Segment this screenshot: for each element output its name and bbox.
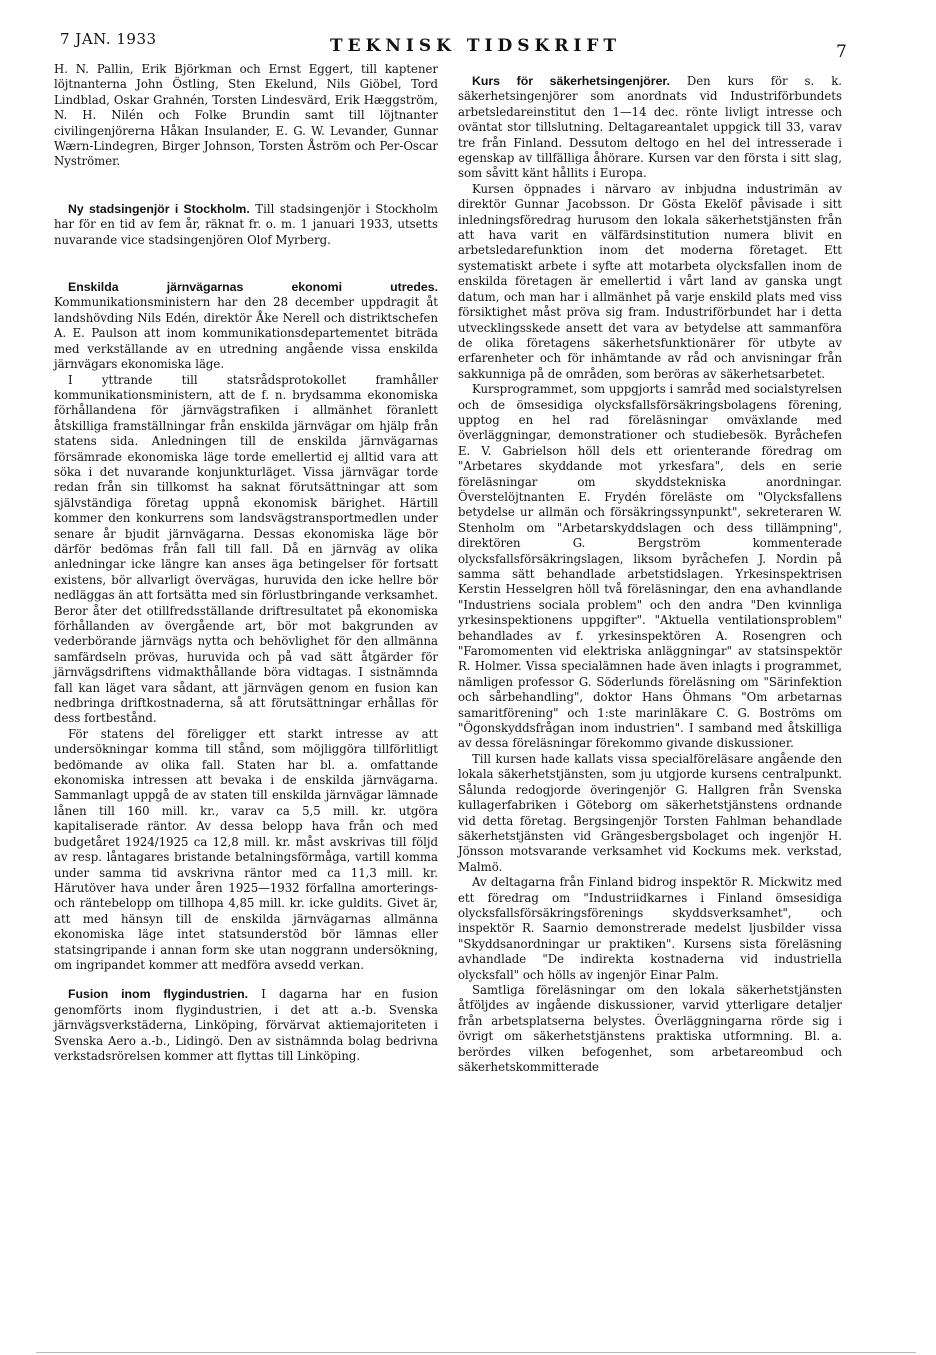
journal-title: TEKNISK TIDSKRIFT [330,36,622,56]
continued-paragraph: H. N. Pallin, Erik Björkman och Ernst Eggert, till kaptener löjtnanterna John Östling, Sten Ekelund, Nils Giöbel, Tord Lindblad, Oskar Grahnén, Torsten Lindesvärd, Erik Hæggström, N. H. Nilén och Folke Brundin samt till löjtnanter civilingenjörerna Håkan Insulander, E. G. W. Levander, Gunnar Wærn-Lindegren, Birger Johnson, Torsten Åström och Per-Oscar Nyströmer. [54,62,438,169]
article-body: I dagarna har en fusion genomförts inom flygindustrien, i det att a.-b. Svenska järnvägsverkstäderna, Linköping, förvärvat aktiemajoriteten i Svenska Aero a.-b., Lidingö. Den av sistnämnda bolag bedrivna verkstadsrörelsen kommer att flyttas till Linköping. [54,987,438,1063]
article-heading: Enskilda järnvägarnas ekonomi utredes. [68,280,438,295]
paragraph: I yttrande till statsrådsprotokollet framhåller kommunikationsministern, att de f. n. brydsamma ekonomiska förhållandena för järnvägstrafiken i allmänhet föranlett åtskilliga framställningar från enskilda järnvägar om hjälp från statens sida. Anledningen till de enskilda järnvägarnas försämrade ekonomiska läge torde emellertid ej alltid vara att söka i det nuvarande konjunkturläget. Vissa järnvägar torde redan från sin tillkomst ha saknat förutsättningar att som självständiga företag uppnå ekonomisk bärighet. Härtill kommer den konkurrens som landsvägstransportmedlen under senare år bjudit järnvägarna. Dessas ekonomiska läge bör därför bedömas från fall till fall. Då en järnväg av olika anledningar icke längre kan anses äga betingelser för fortsatt existens, bör allvarligt övervägas, huruvida den icke hellre bör nedläggas än att fortsätta med sin förlustbringande verksamhet. Beror åter det otillfredsställande driftresultatet på ekonomiska förhållanden av övergående art, bör mot bakgrunden av vederbörande järnvägs nytta och behövlighet för den allmänna samfärdseln prövas, huruvida och på vad sätt åtgärder för järnvägsdriftens vidmakthållande böra vidtagas. I sistnämnda fall kan läget vara sådant, att järnvägen genom en fusion kan nedbringa driftkostnaderna, så att förutsättningar erhållas för dess fortbestånd. [54,372,438,726]
paragraph: För statens del föreligger ett starkt intresse av att undersökningar komma till stånd, som möjliggöra tillförlitligt bedömande av olika fall. Staten har bl. a. omfattande ekonomiska intressen att bevaka i de enskilda järnvägarna. Sammanlagt uppgå de av staten till enskilda järnvägar lämnade lånen till 160 mill. kr., varav ca 5,5 mill. kr. utgöra kapitaliserade räntor. Av dessa belopp hava från och med budgetåret 1924/1925 ca 12,8 mill. kr. måst avskrivas till följd av resp. låntagares bristande betalningsförmåga, vartill komma under samma tid avskrivna räntor med ca 11,3 mill. kr. Härutöver hava under åren 1925—1932 förfallna amorterings- och räntebelopp om tillhopa 4,85 mill. kr. icke guldits. Givet är, att med hänsyn till de enskilda järnvägarnas allmänna ekonomiska läge intet statsunderstöd bör lämnas eller statsingripande i annan form ske utan noggrann undersökning, om ingripandet kommer att medföra avsedd verkan. [54,726,438,972]
right-column [458,74,842,1075]
issue-date: 7 JAN. 1933 [60,30,157,48]
article-heading: Fusion inom flygindustrien. [68,987,249,1002]
paragraph: Av deltagarna från Finland bidrog inspektör R. Mickwitz med ett föredrag om "Industriidkarnes i Finland ömsesidiga olycksfallsförsäkringsförenings skyddsverksamhet", och inspektör R. Saarnio demonstrerade medelst ljusbilder vissa "Skyddsanordningar ur praktiken". Kursens sista föreläsning avhandlade "De indirekta kostnaderna vid industriella olycksfall" och hölls av ingenjör Einar Palm. [458,875,842,982]
left-column [54,62,438,1064]
page-edge-rule [36,1352,916,1353]
article-body: Kommunikationsministern har den 28 december uppdragit åt landshövding Nils Edén, direktör Åke Nerell och distriktschefen A. E. Paulson att inom kommunikationsdepartementet biträda med verkställande av en utredning angående vissa enskilda järnvägars ekonomiska läge. [54,295,438,372]
article-flygindustrien [54,987,438,1064]
page-header [0,30,936,66]
paragraph: Till kursen hade kallats vissa specialföreläsare angående den lokala säkerhetstjänsten, som ju utgjorde kursens centralpunkt. Sålunda redogjorde överingenjör G. Hallgren från Svenska kullagerfabriken i Göteborg om säkerhetstjänstens ordnande vid detta företag. Bergsingenjör Torsten Fahlman behandlade säkerhetstjänsten vid Grängesbergsbolaget och ingenjör H. Jönsson motsvarande verksamhet vid Kockums mek. verkstad, Malmö. [458,751,842,874]
article-heading: Kurs för säkerhetsingenjörer. [472,74,670,88]
article-body: Den kurs för s. k. säkerhetsingenjörer som anordnats vid Industriförbundets arbetsledareinstitut den 1—14 dec. rönte livligt intresse och oväntat stor tillslutning. Deltagareantalet uppgick till 33, varav tre från Finland. Dessutom deltogo en hel del intresserade i egenskap av tillfälliga åhörare. Kursen var den första i sitt slag, som såvitt känt hållits i Europa. [458,74,842,181]
page-number: 7 [836,42,847,62]
paragraph: Kursprogrammet, som uppgjorts i samråd med socialstyrelsen och de ömsesidiga olycksfallsförsäkringsbolagens förening, upptog en hel rad föreläsningar omväxlande med överläggningar, demonstrationer och studiebesök. Byråchefen E. V. Gabrielson höll dels ett orienterande föredrag om "Arbetares skyddande mot yrkesfara", dels en serie föreläsningar om skyddstekniska anordningar. Överstelöjtnanten E. Frydén föreläste om "Olycksfallens betydelse ur allmän och försäkringssynpunkt", sekreteraren W. Stenholm om "Arbetarskyddslagen och dess tillämpning", direktören G. Bergström kommenterade olycksfallsförsäkringslagen, liksom byråchefen J. Nordin på samma sätt behandlade arbetstidslagen. Yrkesinspektrisen Kerstin Hesselgren höll två föreläsningar, den ena avhandlande "Industriens sociala problem" och den andra "Den kvinnliga yrkesinspektionens uppgifter". "Aktuella ventilationsproblem" behandlades av f. yrkesinspektören A. Rosengren och "Faromomenten vid elektriska anläggningar" av statsinspektör R. Holmer. Vissa specialämnen hade även inlagts i programmet, nämligen professor G. Söderlunds föreläsning om "Särinfektion och sårbehandling", doktor Hans Öhmans "Om arbetarnas samaritförening" och 1:ste marinläkare C. G. Boströms om "Ögonskyddsfrågan inom industrien". I samband med åtskilliga av dessa föreläsningar förekommo givande diskussioner. [458,382,842,751]
paragraph: Samtliga föreläsningar om den lokala säkerhetstjänsten åtföljdes av ingående diskussioner, varvid ytterligare detaljer från arbetsplatserna belystes. Överläggningarna rörde sig i övrigt om säkerhetstjänstens praktiska utformning. Bl. a. berördes vilken befogenhet, som arbetareombud och säkerhetskommitterade [458,982,842,1074]
paragraph: Kursen öppnades i närvaro av inbjudna industrimän av direktör Gunnar Jacobsson. Dr Gösta Ekelöf påvisade i sitt inledningsföredrag hurusom den lokala säkerhetstjänsten från att hava varit en välfärdsinstitution numera blivit en arbetsledarefunktion inom det moderna företaget. Ett systematiskt arbete i syfte att motarbeta olycksfallen inom de enskilda företagen är emellertid i vårt land av ganska ungt datum, och man har i allmänhet på varje enskild plats med viss försiktighet måst pröva sig fram. Industriförbundet har i detta utvecklingsskede ansett det vara av betydelse att sammanföra de olika företagens säkerhetsfunktionärer för utbyte av erfarenheter och för inhämtande av råd och anvisningar från sakkunniga på de områden, som beröras av säkerhetsarbetet. [458,181,842,381]
article-body: Till stadsingenjör i Stockholm har för en tid av fem år, räknat fr. o. m. 1 januari 1933, utsetts nuvarande vice stadsingenjören Olof Myrberg. [54,201,438,247]
article-heading: Ny stadsingenjör i Stockholm. [68,201,250,216]
article-stadsingenjor [54,202,438,248]
article-sakerhetsingenjorer [458,74,842,182]
article-jarnvagar [54,280,438,372]
